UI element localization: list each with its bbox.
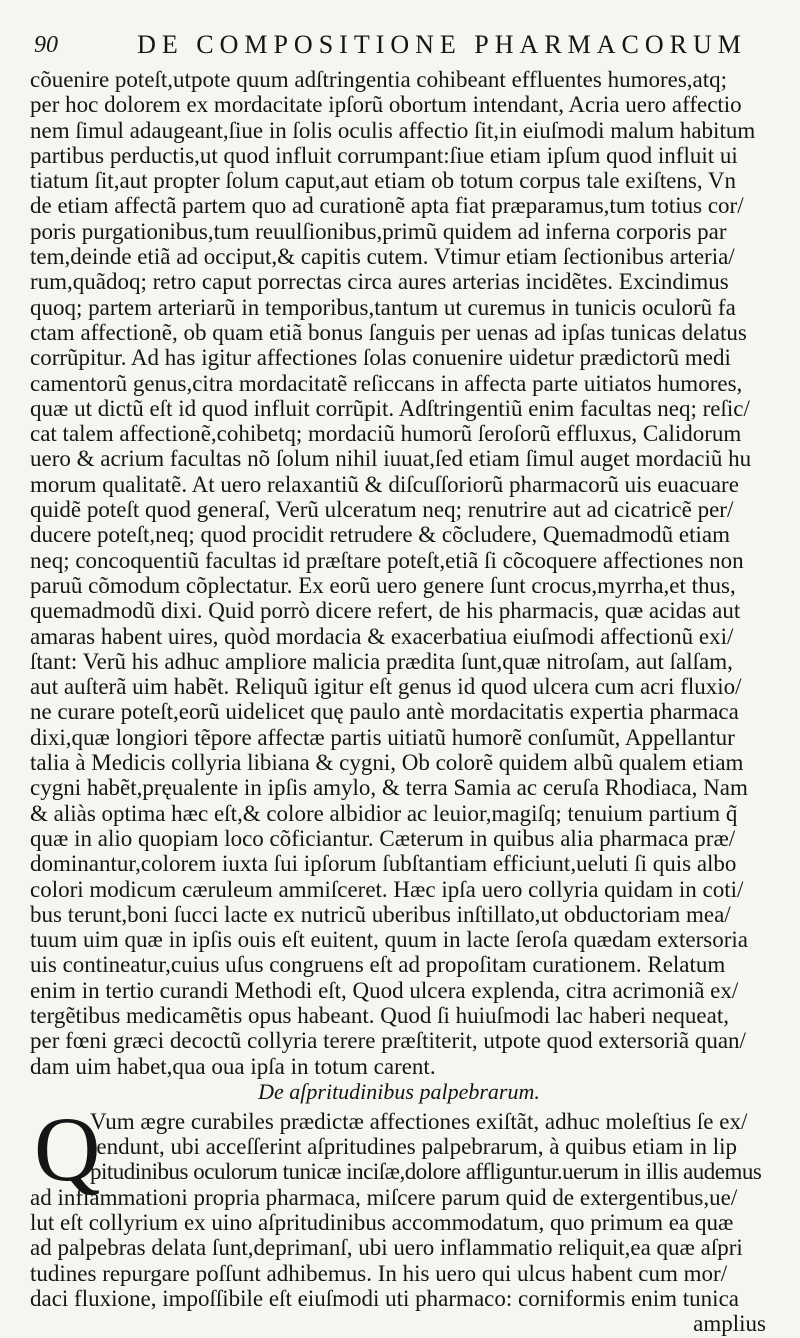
text-line: ne curare poteſt,eorũ uidelicet quę paulo antè mordacitatis expertia pharmaca [30, 699, 739, 725]
text-line: uero & acrium facultas nõ ſolum nihil iuuat,ſed etiam ſimul auget mordaciũ hu [30, 446, 752, 472]
text-line: Vum ægre curabiles prædictæ affectiones exiſtãt, adhuc moleſtius ſe ex/ [90, 1108, 748, 1134]
text-line: aut auſterã uim habẽt. Reliquũ igitur eſt genus id quod ulcera cum acri fluxio/ [30, 674, 742, 700]
page-body [30, 67, 768, 1337]
text-line: & aliàs optima hæc eſt,& colore albidior ac leuior,magiſq; tenuium partium q̃ [30, 800, 738, 826]
text-line: cat talem affectionẽ,cohibetq; mordaciũ humorũ ſeroſorũ effluxus, Calidorum [30, 421, 742, 447]
text-line: quæ in alio quopiam loco cõficiantur. Cæterum in quibus alia pharmaca præ/ [30, 825, 736, 851]
text-line: ſtant: Verũ his adhuc ampliore malicia prædita ſunt,quæ nitroſam, aut ſalſam, [30, 648, 733, 674]
text-line: rum,quãdoq; retro caput porrectas circa aures arterias incidẽtes. Excindimus [30, 269, 729, 295]
text-line: paruũ cõmodum cõplectatur. Ex eorũ uero genere ſunt crocus,myrrha,et thus, [30, 572, 736, 598]
text-line: talia à Medicis collyria libiana & cygni, Ob colorẽ quidem albũ qualem etiam [30, 750, 744, 776]
text-line: morum qualitatẽ. At uero relaxantiũ & diſcuſſoriorũ pharmacorũ uis euacuare [30, 471, 739, 497]
text-line: cygni habẽt,pręualente in ipſis amylo, & terra Samia ac ceruſa Rhodiaca, Nam [30, 775, 748, 801]
running-title: DE COMPOSITIONE PHARMACORUM [137, 30, 747, 59]
page-header [34, 30, 774, 66]
text-line: pitudinibus oculorum tunicæ inciſæ,dolore affliguntur.uerum in illis audemus [90, 1159, 762, 1185]
text-line: tendunt, ubi acceſſerint aſpritudines palpebrarum, à quibus etiam in lip [90, 1134, 738, 1160]
text-line: uis contineatur,cuius uſus congruens eſt ad propoſitam curationem. Relatum [30, 952, 726, 978]
text-line: corrũpitur. Ad has igitur affectiones ſolas conuenire uidetur prædictorũ medi [30, 345, 731, 371]
text-line: tem,deinde etiã ad occiput,& capitis cutem. Vtimur etiam ſectionibus arteria/ [30, 244, 735, 270]
text-line: dominantur,colorem iuxta ſui ipſorum ſubſtantiam efficiunt,ueluti ſi quis albo [30, 851, 737, 877]
text-line: lut eſt collyrium ex uino aſpritudinibus accommodatum, quo primum ea quæ [30, 1210, 734, 1236]
paragraph-second [30, 1097, 768, 1311]
text-line: dam uim habet,qua oua ipſa in totum carent. [30, 1053, 436, 1079]
text-line: partibus perductis,ut quod influit corrumpant:ſiue etiam ipſum quod influit ui [30, 142, 738, 168]
text-line: tudines repurgare poſſunt adhibemus. In his uero qui ulcus habent cum mor/ [30, 1260, 728, 1286]
text-line: ad inflammationi propria pharmaca, miſcere parum quid de extergentibus,ue/ [30, 1184, 738, 1210]
text-line: ctam affectionẽ, ob quam etiã bonus ſanguis per uenas ad ipſas tunicas delatus [30, 319, 747, 345]
text-line: bus terunt,boni ſucci lacte ex nutricũ uberibus inſtillato,ut obductoriam mea/ [30, 901, 731, 927]
text-line: poris purgationibus,tum reuulſionibus,primũ quidem ad inferna corporis par [30, 218, 727, 244]
text-line: enim in tertio curandi Methodi eſt, Quod ulcera explenda, citra acrimoniã ex/ [30, 977, 739, 1003]
text-line: nem ſimul adaugeant,ſiue in ſolis oculis affectio ſit,in eiuſmodi malum habitum [30, 117, 756, 143]
text-line: quidẽ poteſt quod generaſ, Verũ ulceratum neq; renutrire aut ad cicatricẽ per/ [30, 497, 734, 523]
text-line: per hoc dolorem ex mordacitate ipſorũ obortum intendant, Acria uero affectio [30, 92, 742, 118]
text-line: camentorũ genus,citra mordacitatẽ reſiccans in affecta parte uitiatos humores, [30, 370, 743, 396]
text-line: tergẽtibus medicamẽtis opus habeant. Quod ſi huiuſmodi lac haberi nequeat, [30, 1002, 729, 1028]
text-line: ducere poteſt,neq; quod procidit retrudere & cõcludere, Quemadmodũ etiam [30, 522, 730, 548]
text-line: quoq; partem arteriarũ in temporibus,tantum ut curemus in tunicis oculorũ fa [30, 294, 736, 320]
text-line: tuum uim quæ in ipſis ouis eſt euitent, quum in lacte ſeroſa quædam extersoria [30, 927, 748, 953]
text-line: ad palpebras delata ſunt,deprimanſ, ubi uero inflammatio reliquit,ea quæ aſpri [30, 1235, 743, 1261]
text-line: cõuenire poteſt,utpote quum adſtringentia cohibeant effluentes humores,atq; [30, 67, 728, 92]
section-heading: De aſpritudinibus palpebrarum. [258, 1078, 540, 1104]
paragraph-main [30, 67, 768, 1079]
drop-cap: Q [34, 1097, 101, 1200]
text-line: tiatum ſit,aut propter ſolum caput,aut etiam ob totum corpus tale exiſtens, Vn [30, 168, 737, 194]
catchword: amplius [693, 1311, 766, 1337]
text-line: de etiam affectã partem quo ad curationẽ apta fiat præparamus,tum totius cor/ [30, 193, 744, 219]
text-line: neq; concoquentiũ facultas id præſtare poteſt,etiã ſi cõcoquere affectiones non [30, 547, 744, 573]
text-line: quemadmodũ dixi. Quid porrò dicere refert, de his pharmacis, quæ acidas aut [30, 598, 741, 624]
text-line: colori modicum cæruleum ammiſceret. Hæc ipſa uero collyria quidam in coti/ [30, 876, 744, 902]
text-line: dixi,quæ longiori tẽpore affectæ partis uitiatũ humorẽ conſumũt, Appellantur [30, 724, 735, 750]
text-line: daci fluxione, impoſſibile eſt eiuſmodi uti pharmaco: corniformis enim tunica [30, 1285, 739, 1311]
text-line: amaras habent uires, quòd mordacia & exacerbatiua eiuſmodi affectionũ exi/ [30, 623, 734, 649]
text-line: per fœni græci decoctũ collyria terere præſtiterit, utpote quod extersoriã quan/ [30, 1028, 746, 1054]
text-line: quæ ut dictũ eſt id quod influit corrũpit. Adſtringentiũ enim facultas neq; reſic/ [30, 395, 750, 421]
page-number: 90 [34, 32, 58, 58]
